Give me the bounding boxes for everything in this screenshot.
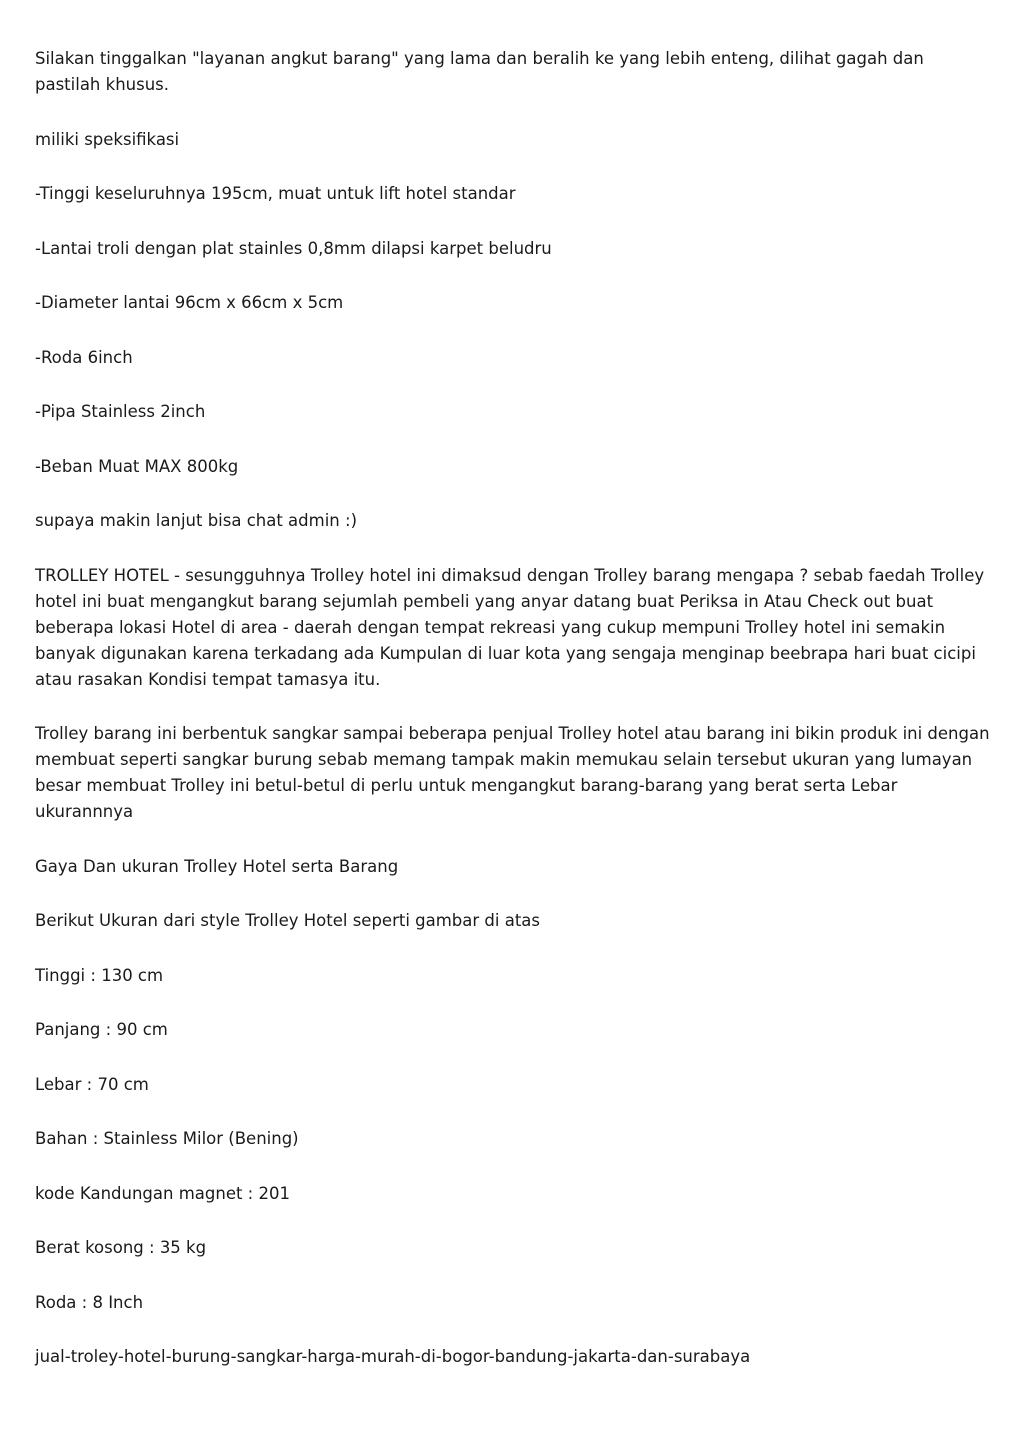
trolley-hotel-paragraph: TROLLEY HOTEL - sesungguhnya Trolley hotel ini dimaksud dengan Trolley barang mengapa ? sebab faedah Trolley hotel ini buat mengangkut barang sejumlah pembeli yang anyar datang buat Periksa in Atau Check out buat beberapa lokasi Hotel di area - daerah dengan tempat rekreasi yang cukup mempuni Trolley hotel ini semakin banyak digunakan karena terkadang ada Kumpulan di luar kota yang sengaja menginap beebrapa hari buat cicipi atau rasakan Kondisi tempat tamasya itu. bbox=[35, 565, 985, 689]
slug-text: jual-troley-hotel-burung-sangkar-harga-murah-di-bogor-bandung-jakarta-dan-surabaya bbox=[35, 1347, 751, 1366]
size-wheel: Roda : 8 Inch bbox=[35, 1292, 144, 1312]
spec-item-wheel: -Roda 6inch bbox=[35, 347, 133, 367]
spec-item-height: -Tinggi keseluruhnya 195cm, muat untuk lift hotel standar bbox=[35, 184, 516, 203]
size-length: Panjang : 90 cm bbox=[35, 1020, 168, 1039]
size-magnet-code: kode Kandungan magnet : 201 bbox=[35, 1183, 290, 1203]
spec-item-diameter: -Diameter lantai 96cm x 66cm x 5cm bbox=[35, 293, 344, 312]
size-height: Tinggi : 130 cm bbox=[35, 965, 164, 985]
size-material: Bahan : Stainless Milor (Bening) bbox=[35, 1129, 299, 1148]
trolley-cage-paragraph: Trolley barang ini berbentuk sangkar sampai beberapa penjual Trolley hotel atau barang ini bikin produk ini dengan membuat seperti sangkar burung sebab memang tampak makin memukau selain tersebut ukuran yang lumayan besar membuat Trolley ini betul-betul di perlu untuk mengangkut barang-barang yang berat serta Lebar ukurannnya bbox=[35, 724, 990, 821]
document-body bbox=[35, 46, 990, 1370]
spec-item-load: -Beban Muat MAX 800kg bbox=[35, 456, 239, 476]
size-intro: Berikut Ukuran dari style Trolley Hotel seperti gambar di atas bbox=[35, 911, 541, 930]
spec-item-floor: -Lantai troli dengan plat stainles 0,8mm dilapsi karpet beludru bbox=[35, 238, 552, 258]
spec-item-pipe: -Pipa Stainless 2inch bbox=[35, 402, 206, 421]
size-empty-weight: Berat kosong : 35 kg bbox=[35, 1238, 207, 1257]
spec-heading: miliki speksifikasi bbox=[35, 129, 180, 149]
size-width: Lebar : 70 cm bbox=[35, 1074, 149, 1094]
intro-paragraph: Silakan tinggalkan "layanan angkut barang" yang lama dan beralih ke yang lebih enteng, dilihat gagah dan pastilah khusus. bbox=[35, 49, 924, 94]
contact-note: supaya makin lanjut bisa chat admin :) bbox=[35, 511, 357, 530]
style-heading: Gaya Dan ukuran Trolley Hotel serta Barang bbox=[35, 856, 399, 876]
